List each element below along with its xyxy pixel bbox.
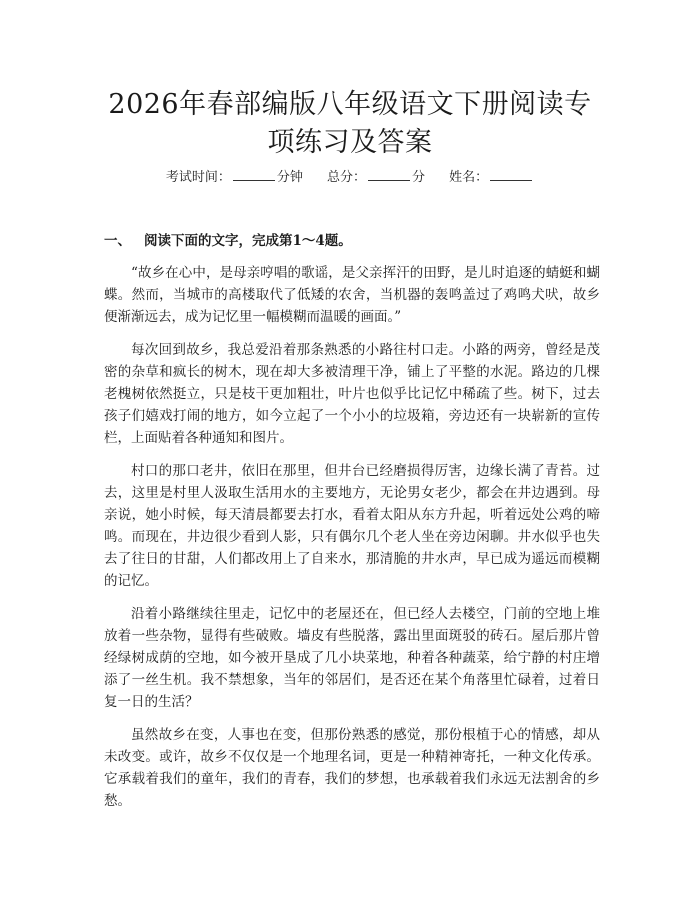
passage-paragraph: 每次回到故乡，我总爱沿着那条熟悉的小路往村口走。小路的两旁，曾经是茂密的杂草和疯长的树木，现在却大多被清理干净，铺上了平整的水泥。路边的几棵老槐树依然挺立，只是枝干更加粗壮，叶片也似乎比记忆中稀疏了些。树下，过去孩子们嬉戏打闹的地方，如今立起了一个小小的垃圾箱，旁边还有一块崭新的宣传栏，上面贴着各种通知和图片。	[104, 342, 600, 446]
total-score-label: 总分：	[326, 170, 366, 185]
exam-time-unit: 分钟	[276, 170, 303, 185]
exam-time-field	[166, 168, 303, 188]
student-name-label: 姓名：	[449, 170, 489, 185]
section-instruction: 阅读下面的文字，完成第1～4题。	[144, 233, 352, 249]
passage-paragraph: “故乡在心中，是母亲哼唱的歌谣，是父亲挥汗的田野，是儿时追逐的蜻蜓和蝴蝶。然而，当城市的高楼取代了低矮的农舍，当机器的轰鸣盖过了鸡鸣犬吠，故乡便渐渐远去，成为记忆里一幅模糊而温暖的画面。”	[104, 265, 600, 325]
document-title: 2026年春部编版八年级语文下册阅读专项练习及答案	[108, 89, 592, 158]
passage-paragraph: 村口的那口老井，依旧在那里，但井台已经磨损得厉害，边缘长满了青苔。过去，这里是村里人汲取生活用水的主要地方，无论男女老少，都会在井边遇到。母亲说，她小时候，每天清晨都要去打水，看着太阳从东方升起，听着远处公鸡的啼鸣。而现在，井边很少看到人影，只有偶尔几个老人坐在旁边闲聊。井水似乎也失去了往日的甘甜，人们都改用上了自来水，那清脆的井水声，早已成为遥远而模糊的记忆。	[104, 463, 600, 589]
student-name-blank	[490, 168, 532, 181]
exam-time-label: 考试时间：	[165, 170, 231, 185]
section-number: 一、	[104, 233, 131, 249]
exam-info-line	[0, 168, 700, 188]
passage-paragraph: 虽然故乡在变，人事也在变，但那份熟悉的感觉，那份根植于心的情感，却从未改变。或许，故乡不仅仅是一个地理名词，更是一种精神寄托，一种文化传承。它承载着我们的童年，我们的青春，我们的梦想，也承载着我们永远无法割舍的乡愁。	[104, 727, 600, 809]
section-heading	[104, 231, 352, 251]
reading-passage	[104, 262, 600, 823]
total-score-unit: 分	[412, 170, 426, 185]
student-name-field	[449, 168, 534, 188]
total-score-field	[327, 168, 425, 188]
exam-time-blank	[233, 168, 275, 181]
passage-paragraph: 沿着小路继续往里走，记忆中的老屋还在，但已经人去楼空，门前的空地上堆放着一些杂物，显得有些破败。墙皮有些脱落，露出里面斑驳的砖石。屋后那片曾经绿树成荫的空地，如今被开垦成了几小块菜地，种着各种蔬菜，给宁静的村庄增添了一丝生机。我不禁想象，当年的邻居们，是否还在某个角落里忙碌着，过着日复一日的生活？	[104, 606, 600, 710]
total-score-blank	[368, 168, 410, 181]
